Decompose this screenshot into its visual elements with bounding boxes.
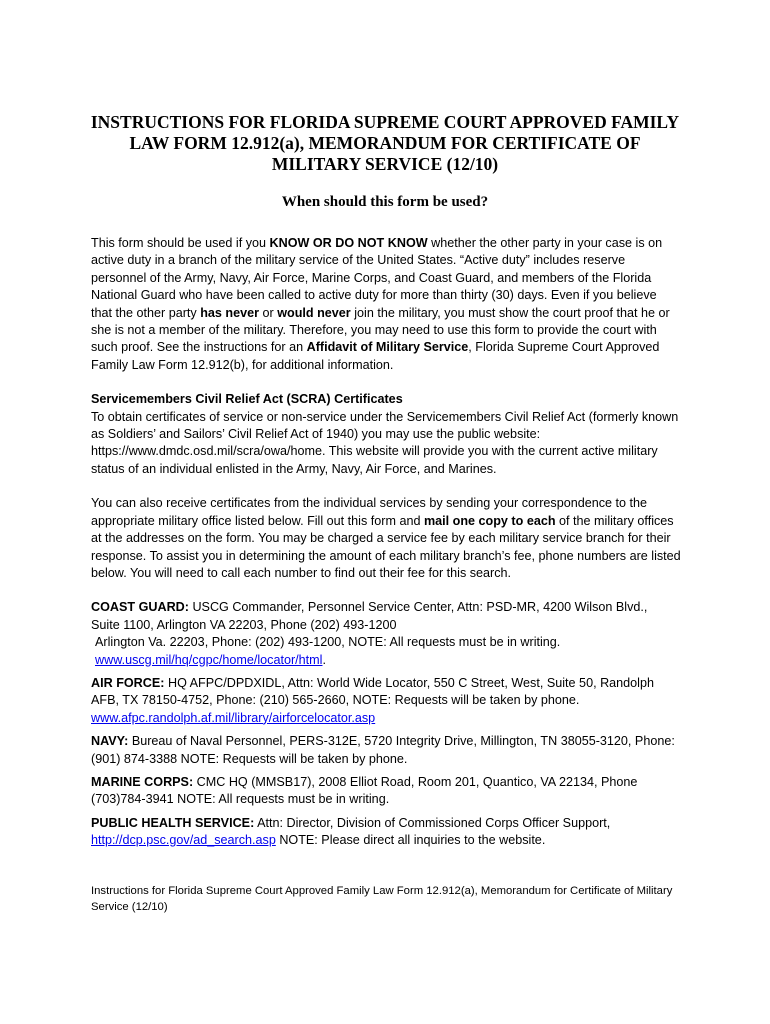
air-force-link[interactable]: www.afpc.randolph.af.mil/library/airforcelocator.asp [91, 710, 376, 725]
public-health-entry [91, 815, 681, 850]
air-force-text: HQ AFPC/DPDXIDL, Attn: World Wide Locator, 550 C Street, West, Suite 50, Randolph AFB, TX 78150-4752, Phone: (210) 565-2660, NOTE: Requests will be taken by phone. [91, 675, 654, 708]
intro-bold-4: Affidavit of Military Service [306, 340, 469, 355]
coast-guard-link[interactable]: www.uscg.mil/hq/cgpc/home/locator/html [95, 652, 323, 667]
coast-guard-line-2: Suite 1100, Arlington VA 22203, Phone (202) 493-1200 [91, 617, 397, 632]
title-line-2: LAW FORM 12.912(a), MEMORANDUM FOR CERTIFICATE OF [129, 133, 641, 153]
body-text [91, 235, 681, 850]
public-health-link[interactable]: http://dcp.psc.gov/ad_search.asp [91, 833, 276, 848]
services-paragraph [91, 495, 681, 582]
intro-paragraph [91, 235, 681, 374]
public-health-note: NOTE: Please direct all inquiries to the website. [275, 833, 546, 848]
scra-section [91, 391, 681, 478]
air-force-label: AIR FORCE: [91, 675, 165, 690]
marine-corps-label: MARINE CORPS: [91, 774, 194, 789]
intro-bold-2: has never [200, 305, 260, 320]
navy-entry [91, 733, 681, 768]
coast-guard-link-suffix: . [322, 652, 326, 667]
public-health-text: Attn: Director, Division of Commissioned Corps Officer Support, [254, 815, 611, 830]
intro-bold-1: KNOW OR DO NOT KNOW [269, 236, 428, 250]
scra-text: To obtain certificates of service or non-service under the Servicemembers Civil Relief Act (formerly known as Soldiers’ and Sailors’ Civil Relief Act of 1940) you may use the public website: https://www.dmdc.osd.mil/scra/owa/home. This website will provide you with the current active military status of an individual enlisted in the Army, Navy, Air Force, and Marines. [91, 409, 679, 476]
coast-guard-line-1: USCG Commander, Personnel Service Center, Attn: PSD-MR, 4200 Wilson Blvd., [188, 600, 648, 615]
marine-corps-text: CMC HQ (MMSB17), 2008 Elliot Road, Room 201, Quantico, VA 22134, Phone (703)784-3941 NOTE: All requests must be in writing. [91, 774, 638, 807]
air-force-entry [91, 675, 681, 727]
page-title [60, 112, 710, 175]
services-bold-1: mail one copy to each [423, 513, 556, 528]
title-line-3: MILITARY SERVICE (12/10) [271, 154, 499, 174]
intro-text-5: , Florida Supreme Court Approved Family Law Form 12.912(b), for additional information. [91, 340, 660, 372]
section-heading: When should this form be used? [281, 194, 489, 210]
marine-corps-entry [91, 774, 681, 809]
title-line-1: INSTRUCTIONS FOR FLORIDA SUPREME COURT APPROVED FAMILY [90, 112, 680, 132]
page-footer: Instructions for Florida Supreme Court Approved Family Law Form 12.912(a), Memorandum for Certificate of Military Service (12/10) [91, 885, 673, 913]
intro-text-2: whether the other party in your case is on active duty in a branch of the military service of the United States. “Active duty” includes reserve personnel of the Army, Navy, Air Force, Marine Corps, and Coast Guard, and members of the Florida National Guard who have been called to active duty for more than thirty (30) days. Even if you believe that the other party [91, 236, 663, 320]
intro-text-4: join the military, you must show the court proof that he or she is not a member of the military. Therefore, you may need to use this form to provide the court with such proof. See the instructions for an [91, 305, 670, 355]
services-text-1: You can also receive certificates from the individual services by sending your correspondence to the appropriate military office listed below. Fill out this form and [91, 496, 648, 528]
intro-text-1: This form should be used if you [91, 236, 270, 250]
navy-label: NAVY: [91, 734, 129, 749]
coast-guard-entry [91, 599, 681, 669]
coast-guard-line-3: Arlington Va. 22203, Phone: (202) 493-1200, NOTE: All requests must be in writing. [95, 635, 561, 650]
coast-guard-label: COAST GUARD: [91, 600, 189, 615]
intro-text-3: or [259, 305, 278, 320]
public-health-label: PUBLIC HEALTH SERVICE: [91, 815, 255, 830]
scra-heading: Servicemembers Civil Relief Act (SCRA) Certificates [91, 392, 403, 407]
intro-bold-3: would never [277, 305, 351, 320]
navy-text: Bureau of Naval Personnel, PERS-312E, 5720 Integrity Drive, Millington, TN 38055-3120, Phone: (901) 874-3388 NOTE: Requests will be taken by phone. [91, 734, 675, 766]
services-text-2: of the military offices at the addresses on the form. You may be charged a service fee by each military service branch for their response. To assist you in determining the amount of each military branch’s fee, phone numbers are listed below. You will need to call each number to find out their fee for this search. [91, 513, 681, 580]
